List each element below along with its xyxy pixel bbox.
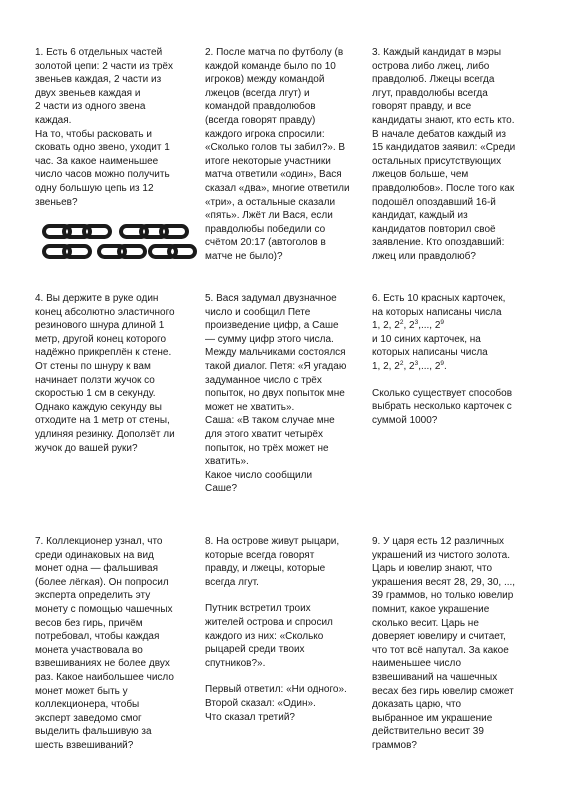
problem-2-line: итоге некоторые участники — [205, 155, 331, 167]
problem-2-line: «пять». Лжёт ли Вася, если — [205, 210, 333, 222]
problem-7-line: потребовал, чтобы каждая — [35, 631, 160, 643]
sequence-text: ,..., 2 — [418, 320, 441, 332]
exponent: 9 — [440, 319, 445, 327]
problem-5-line: для этого хватит четырёх — [205, 428, 323, 440]
problem-1-line: звеньев? — [35, 196, 78, 208]
problem-7-line: шесть взвешиваний? — [35, 739, 134, 751]
problem-3-line: 3. Каждый кандидат в мэры — [372, 47, 502, 58]
problem-8-line: всегда лгут. — [205, 576, 259, 588]
exponent: 3 — [414, 319, 419, 327]
problem-6-line: и 10 синих карточек, на — [372, 333, 481, 345]
problem-2-line: командой правдолюбов — [205, 101, 316, 113]
problem-9-line: доказать царю, что — [372, 699, 462, 711]
problem-2-line: «Сколько голов ты забил?». В — [205, 142, 346, 154]
problem-7-line: монет может быть у — [35, 685, 128, 697]
problem-6 — [372, 292, 534, 427]
problem-4-line: Однако каждую секунду вы — [35, 401, 162, 413]
problem-8-line: Путник встретил троих — [205, 603, 311, 615]
problem-3-line: заявление. Кто опоздавший: — [372, 237, 505, 249]
problem-9-line: действительно весит 39 — [372, 726, 484, 738]
blue-cards-sequence — [372, 360, 534, 374]
problem-1-line: час. За какое наименьшее — [35, 155, 159, 167]
problem-9-line: Царь и ювелир знают, что — [372, 563, 492, 575]
problem-4-line: резинового шнура длиной 1 — [35, 320, 165, 332]
problem-9-line: 39 граммов, но только ювелир — [372, 590, 514, 602]
problem-7-line: среди одинаковых на вид — [35, 549, 154, 561]
problem-5-line: такой диалог. Петя: «Я угадаю — [205, 360, 347, 372]
problem-8-line: Второй сказал: «Один». — [205, 697, 316, 709]
problem-7-line: весов без гирь, причём — [35, 617, 143, 629]
problem-6-question: выбрать несколько карточек с — [372, 401, 512, 413]
problem-8-line: Что сказал третий? — [205, 711, 295, 723]
problem-7-line: (более лёгкая). Он попросил — [35, 576, 169, 588]
problem-4-line: От стены по шнуру к вам — [35, 360, 151, 372]
problem-7-line: выделить фальшивую за — [35, 726, 152, 738]
problem-1-line: сковать одно звено, уходит 1 — [35, 142, 170, 154]
problem-4-line: скоростью 1 см в секунду. — [35, 388, 156, 400]
problem-1-line: число часов можно получить — [35, 169, 170, 181]
problem-8-line: правду, и лжецы, которые — [205, 563, 326, 575]
problem-1-line: 2 части из одного звена — [35, 101, 146, 113]
problem-3-line: 15 кандидатов заявил: «Среди — [372, 142, 516, 154]
problem-7-line: коллекционера, чтобы — [35, 699, 140, 711]
problem-5-line: Какое число сообщили — [205, 469, 313, 481]
problem-3-line: кандидат, каждый из — [372, 210, 468, 222]
exponent: 2 — [399, 319, 404, 327]
problem-9-line: взвешиваний на чашечных — [372, 671, 498, 683]
problem-1-line: 1. Есть 6 отдельных частей — [35, 47, 163, 58]
sequence-text: , 2 — [403, 320, 415, 332]
problem-5-line: задуманное число с трёх — [205, 374, 322, 386]
spacer — [372, 374, 534, 387]
sequence-text: , 2 — [403, 360, 415, 372]
problem-4-line: начинает ползти жучок со — [35, 374, 155, 386]
problem-3-line: подошёл опоздавший 16-й — [372, 196, 496, 208]
problem-7-line: взвешиваниях не более двух — [35, 658, 170, 670]
problem-1-line: золотой цепи: 2 части из трёх — [35, 60, 173, 72]
problem-9-line: 9. У царя есть 12 различных — [372, 536, 505, 547]
problem-1-line: На то, чтобы расковать и — [35, 128, 152, 140]
problem-3-line: лгут, правдолюбы всегда — [372, 87, 488, 99]
problem-3 — [372, 46, 534, 264]
problem-4-line: конец абсолютно эластичного — [35, 306, 175, 318]
problem-5-line: попыток, но трёх может не — [205, 442, 329, 454]
problem-2-line: счётом 20:17 (автоголов в — [205, 237, 326, 249]
problem-2-line: (всегда говорят правду) — [205, 114, 316, 126]
problem-8-line: спутников?». — [205, 657, 266, 669]
problem-7-line: монета участвовала во — [35, 644, 143, 656]
problem-9-line: граммов? — [372, 739, 417, 751]
exponent: 9 — [440, 359, 445, 367]
problem-2-line: матче не было)? — [205, 250, 283, 262]
problem-9-line: весах без гирь ювелир сможет — [372, 685, 514, 697]
sequence-text: ,..., 2 — [418, 360, 441, 372]
problem-5-line: — сумму цифр этого числа. — [205, 333, 334, 345]
problem-5-line: произведение цифр, а Саше — [205, 320, 339, 332]
problem-9-line: доверяет ювелиру и считает, — [372, 631, 506, 643]
gold-chain-pieces-icon — [35, 223, 197, 261]
problem-2-line: «три», а остальные сказали — [205, 196, 336, 208]
problem-4 — [35, 292, 197, 455]
problem-8-line: 8. На острове живут рыцари, — [205, 536, 340, 547]
problem-5-line: Между мальчиками состоялся — [205, 347, 346, 359]
problem-6-question: суммой 1000? — [372, 414, 438, 426]
problem-2-line: каждого игрока спросили: — [205, 128, 325, 140]
problem-9 — [372, 535, 534, 753]
exponent: 2 — [399, 359, 404, 367]
problem-9-line: наименьшее число — [372, 658, 462, 670]
problem-5 — [205, 292, 367, 496]
problem-8 — [205, 535, 367, 724]
problem-2-line: каждой команде было по 10 — [205, 60, 336, 72]
problem-7-line: раз. Какое наибольшее число — [35, 671, 174, 683]
problem-3-line: кандидаты знают, кто есть кто. — [372, 114, 515, 126]
problem-5-line: хватить». — [205, 456, 249, 468]
problem-9-line: что тот всё напутал. За какое — [372, 644, 509, 656]
problem-2-line: игроков) между командой — [205, 74, 325, 86]
problem-7 — [35, 535, 197, 753]
problem-9-line: украшений из чистого золота. — [372, 549, 511, 561]
problem-3-line: правдолюб. Лжецы всегда — [372, 74, 495, 86]
problem-8-line: жителей острова и спросил — [205, 616, 333, 628]
problem-4-line: жучок до вашей руки? — [35, 442, 138, 454]
problem-3-line: говорят правду, и все — [372, 101, 472, 113]
problem-3-line: лжец или правдолюб? — [372, 250, 476, 262]
problem-3-line: лжецов больше, чем — [372, 169, 469, 181]
problem-5-line: число и сообщил Пете — [205, 306, 311, 318]
problem-2 — [205, 46, 367, 264]
sequence-text: 1, 2, 2 — [372, 360, 400, 372]
problem-7-line: эксперт заведомо смог — [35, 712, 142, 724]
problem-7-line: монету с помощью чашечных — [35, 603, 173, 615]
sequence-text: . — [444, 360, 447, 372]
problem-3-line: остальных присутствующих — [372, 155, 502, 167]
problem-7-line: монет одна — фальшивая — [35, 563, 158, 575]
problem-1-line: двух звеньев каждая и — [35, 87, 141, 99]
problem-4-line: отходите на 1 метр от стены, — [35, 415, 170, 427]
problem-8-line: рыцарей среди твоих — [205, 644, 305, 656]
problem-5-line: Саша: «В таком случае мне — [205, 415, 335, 427]
problem-9-line: помнит, какое украшение — [372, 603, 490, 615]
sequence-text: 1, 2, 2 — [372, 320, 400, 332]
problem-1-line: каждая. — [35, 114, 72, 126]
problem-3-line: острова либо лжец, либо — [372, 60, 490, 72]
problem-6-line: 6. Есть 10 красных карточек, — [372, 293, 506, 304]
problem-5-line: 5. Вася задумал двузначное — [205, 293, 337, 304]
problem-9-line: выбранное им украшение — [372, 712, 493, 724]
problem-8-line: каждого из них: «Сколько — [205, 630, 324, 642]
problem-4-line: удлиняя резинку. Доползёт ли — [35, 428, 175, 440]
problem-9-line: сколько весит. Царь не — [372, 617, 479, 629]
problem-5-line: может не хватить». — [205, 401, 295, 413]
red-cards-sequence — [372, 319, 534, 333]
problem-1 — [35, 46, 197, 266]
problem-9-line: украшения весят 28, 29, 30, ..., — [372, 576, 516, 588]
problem-6-line: на которых написаны числа — [372, 306, 502, 318]
problem-5-line: Саше? — [205, 483, 238, 495]
problem-7-line: 7. Коллекционер узнал, что — [35, 536, 163, 547]
problem-1-text — [35, 46, 197, 209]
problem-2-line: сказал «два», многие ответили — [205, 182, 350, 194]
problem-8-line: Первый ответил: «Ни одного». — [205, 684, 347, 696]
problem-2-line: правдолюбы победили со — [205, 223, 326, 235]
problem-3-line: правдолюбов». После того как — [372, 182, 515, 194]
problem-8-line: которые всегда говорят — [205, 549, 315, 561]
problem-6-question: Сколько существует способов — [372, 387, 512, 399]
problem-1-line: одну большую цепь из 12 — [35, 182, 154, 194]
problem-2-line: матча ответили «один», Вася — [205, 169, 342, 181]
problem-3-line: В начале дебатов каждый из — [372, 128, 506, 140]
problem-4-line: метр, другой конец которого — [35, 333, 167, 345]
problem-2-line: 2. После матча по футболу (в — [205, 47, 344, 58]
problem-5-line: попыток, но двух попыток мне — [205, 388, 345, 400]
problem-2-line: лжецов (всегда лгут) и — [205, 87, 310, 99]
problem-3-line: кандидатов повторил своё — [372, 223, 496, 235]
spacer — [205, 670, 367, 683]
problem-4-line: надёжно прикреплён к стене. — [35, 347, 172, 359]
problem-7-line: эксперта определить эту — [35, 590, 151, 602]
problem-4-line: 4. Вы держите в руке один — [35, 293, 159, 304]
problem-6-line: которых написаны числа — [372, 347, 488, 359]
problem-1-line: звеньев каждая, 2 части из — [35, 74, 162, 86]
spacer — [205, 589, 367, 602]
exponent: 3 — [414, 359, 419, 367]
